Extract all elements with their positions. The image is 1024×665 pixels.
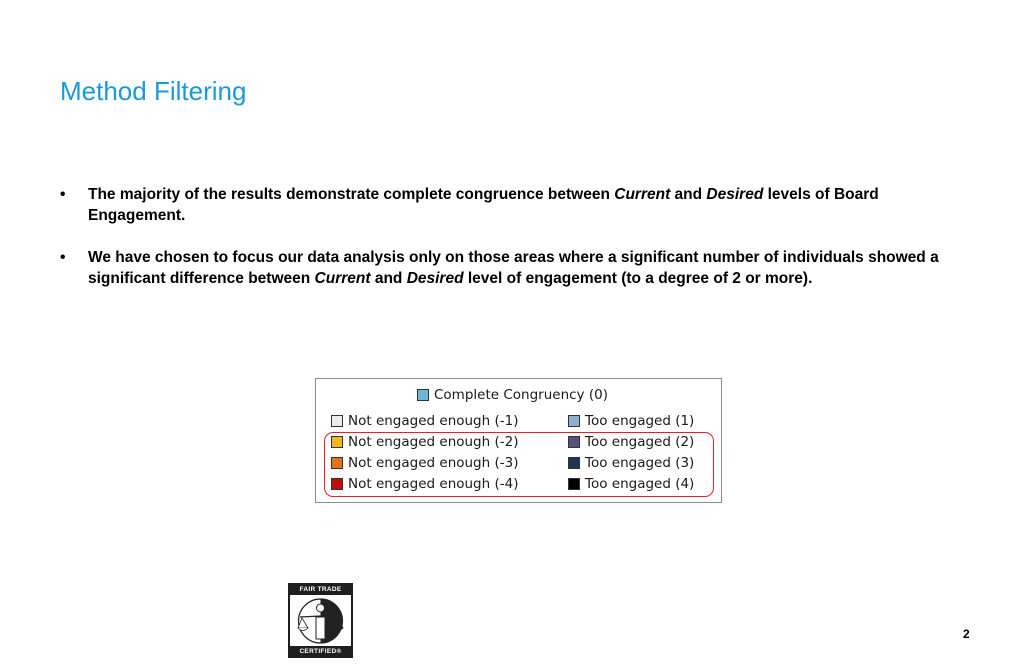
legend-label: Too engaged (4) — [585, 476, 695, 492]
legend-swatch — [331, 415, 343, 427]
legend-label: Complete Congruency (0) — [434, 387, 608, 403]
legend-swatch — [331, 436, 343, 448]
legend-item — [568, 476, 694, 492]
bullet-text-part: levels of Board Engagement. — [88, 186, 879, 224]
bullet-marker: • — [60, 249, 66, 266]
legend-label: Too engaged (3) — [585, 455, 695, 471]
bullet-text-part: We have chosen to focus our data analysis only on those areas where a significant number of individuals showed a significant difference between — [88, 249, 939, 287]
legend-swatch — [568, 436, 580, 448]
bullet-text-part: level of engagement (to a degree of 2 or more). — [463, 270, 813, 287]
logo-bottom-text: CERTIFIED® — [299, 648, 342, 655]
legend-swatch — [568, 415, 580, 427]
legend-swatch — [331, 478, 343, 490]
legend-header — [417, 387, 608, 403]
legend-item — [331, 455, 518, 471]
legend-label: Not engaged enough (-1) — [348, 413, 519, 429]
legend-label: Too engaged (2) — [585, 434, 695, 450]
legend-swatch — [417, 389, 429, 401]
bullet-item — [60, 247, 940, 289]
fair-trade-emblem-icon — [290, 595, 351, 646]
legend-item — [568, 434, 694, 450]
bullet-text — [88, 184, 940, 226]
slide-title: Method Filtering — [60, 76, 247, 106]
bullet-item — [60, 184, 940, 226]
bullet-text — [88, 247, 940, 289]
legend-item — [331, 413, 518, 429]
bullet-marker: • — [60, 186, 66, 203]
legend-label: Too engaged (1) — [585, 413, 695, 429]
fair-trade-logo — [288, 583, 353, 658]
bullet-text-part: and — [670, 186, 707, 203]
bullet-italic-current: Current — [614, 186, 671, 203]
bullet-italic-desired: Desired — [406, 270, 464, 287]
bullet-italic-current: Current — [314, 270, 371, 287]
legend-item — [568, 413, 694, 429]
legend-label: Not engaged enough (-2) — [348, 434, 519, 450]
legend-label: Not engaged enough (-4) — [348, 476, 519, 492]
legend-swatch — [568, 478, 580, 490]
legend-item — [331, 434, 518, 450]
logo-top-text: FAIR TRADE — [299, 586, 342, 593]
page-number: 2 — [963, 627, 970, 641]
bullet-italic-desired: Desired — [706, 186, 764, 203]
legend-item — [568, 455, 694, 471]
logo-emblem — [290, 595, 351, 646]
bullet-text-part: The majority of the results demonstrate complete congruence between — [88, 186, 615, 203]
legend-swatch — [568, 457, 580, 469]
bullet-list — [60, 184, 940, 310]
legend-panel — [315, 378, 722, 503]
bullet-text-part: and — [370, 270, 407, 287]
legend-swatch — [331, 457, 343, 469]
legend-label: Not engaged enough (-3) — [348, 455, 519, 471]
legend-item — [331, 476, 518, 492]
